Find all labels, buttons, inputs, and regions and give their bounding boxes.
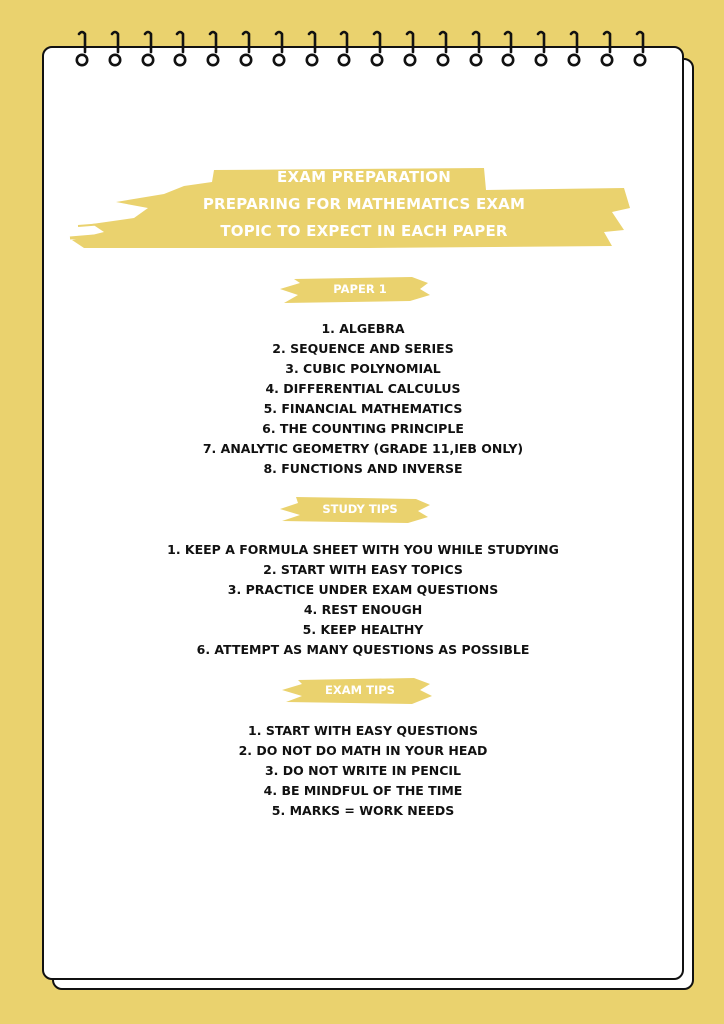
binding-ring-icon (238, 30, 254, 72)
exam-tips-tag (280, 678, 440, 704)
study-tips-list (44, 540, 682, 660)
header-line-3: TOPIC TO EXPECT IN EACH PAPER (220, 222, 508, 240)
list-item: 5. MARKS = WORK NEEDS (271, 803, 455, 818)
paper-1-list (44, 319, 682, 479)
binding-ring-icon (336, 30, 352, 72)
list-item: 2. START WITH EASY TOPICS (263, 562, 463, 577)
list-item: 2. DO NOT DO MATH IN YOUR HEAD (238, 743, 488, 758)
list-item: 6. ATTEMPT AS MANY QUESTIONS AS POSSIBLE (196, 642, 530, 657)
header-line-2: PREPARING FOR MATHEMATICS EXAM (202, 195, 526, 213)
header-title (44, 164, 684, 245)
list-item: 4. DIFFERENTIAL CALCULUS (265, 381, 461, 396)
binding-ring-icon (107, 30, 123, 72)
binding-ring-icon (632, 30, 648, 72)
exam-tips-title: EXAM TIPS (325, 683, 395, 697)
study-tips-title: STUDY TIPS (322, 502, 398, 516)
paper-1-title: PAPER 1 (333, 282, 387, 296)
spiral-binding (0, 30, 724, 72)
paper-1-tag (280, 277, 440, 303)
list-item: 2. SEQUENCE AND SERIES (272, 341, 454, 356)
list-item: 1. ALGEBRA (321, 321, 405, 336)
binding-ring-icon (566, 30, 582, 72)
binding-ring-icon (369, 30, 385, 72)
binding-ring-icon (402, 30, 418, 72)
list-item: 5. FINANCIAL MATHEMATICS (263, 401, 463, 416)
list-item: 4. BE MINDFUL OF THE TIME (263, 783, 463, 798)
binding-ring-icon (500, 30, 516, 72)
page-content (44, 48, 682, 978)
binding-ring-icon (205, 30, 221, 72)
list-item: 3. CUBIC POLYNOMIAL (285, 361, 441, 376)
list-item: 1. KEEP A FORMULA SHEET WITH YOU WHILE STUDYING (167, 542, 559, 557)
list-item: 8. FUNCTIONS AND INVERSE (263, 461, 463, 476)
list-item: 5. KEEP HEALTHY (302, 622, 424, 637)
binding-ring-icon (74, 30, 90, 72)
list-item: 4. REST ENOUGH (303, 602, 423, 617)
list-item: 6. THE COUNTING PRINCIPLE (262, 421, 464, 436)
binding-ring-icon (468, 30, 484, 72)
list-item: 7. ANALYTIC GEOMETRY (GRADE 11,IEB ONLY) (202, 441, 524, 456)
notepad-page (42, 46, 684, 980)
list-item: 3. PRACTICE UNDER EXAM QUESTIONS (227, 582, 499, 597)
binding-ring-icon (304, 30, 320, 72)
study-tips-tag (280, 497, 440, 523)
exam-tips-list (44, 721, 682, 821)
binding-ring-icon (140, 30, 156, 72)
list-item: 3. DO NOT WRITE IN PENCIL (264, 763, 461, 778)
list-item: 1. START WITH EASY QUESTIONS (248, 723, 478, 738)
binding-ring-icon (533, 30, 549, 72)
binding-ring-icon (172, 30, 188, 72)
binding-ring-icon (271, 30, 287, 72)
binding-ring-icon (435, 30, 451, 72)
header-banner (64, 164, 604, 248)
binding-ring-icon (599, 30, 615, 72)
header-line-1: EXAM PREPARATION (277, 168, 451, 186)
